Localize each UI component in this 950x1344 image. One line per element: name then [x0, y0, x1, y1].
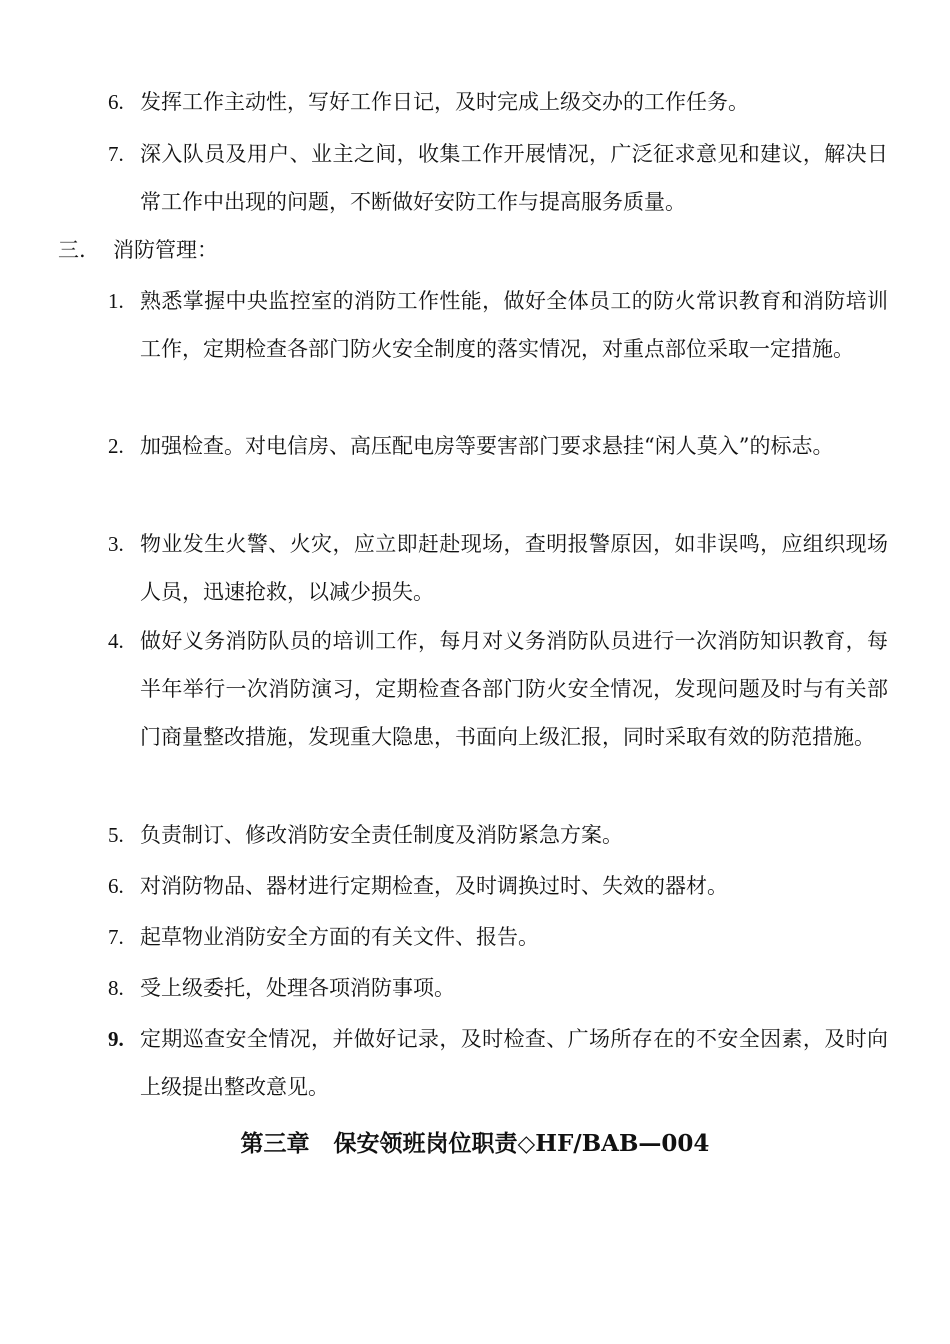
item-number: 6.	[108, 90, 124, 114]
item-text: 起草物业消防安全方面的有关文件、报告。	[140, 925, 539, 949]
item-text: 受上级委托，处理各项消防事项。	[140, 976, 455, 1000]
chapter-heading	[0, 1120, 950, 1168]
item-text: 负责制订、修改消防安全责任制度及消防紧急方案。	[140, 823, 623, 847]
list-item	[108, 130, 888, 226]
item-number: 8.	[108, 976, 124, 1000]
item-number: 1.	[108, 289, 124, 313]
section-title: 消防管理：	[113, 238, 218, 262]
item-text: 熟悉掌握中央监控室的消防工作性能，做好全体员工的防火常识教育和消防培训工作，定期检查各部门防火安全制度的落实情况，对重点部位采取一定措施。	[140, 289, 888, 361]
item-text: 发挥工作主动性，写好工作日记，及时完成上级交办的工作任务。	[140, 90, 749, 114]
chapter-number: 第三章	[240, 1130, 310, 1157]
item-text: 深入队员及用户、业主之间，收集工作开展情况，广泛征求意见和建议，解决日常工作中出现的问题，不断做好安防工作与提高服务质量。	[140, 142, 888, 214]
item-number: 7.	[108, 142, 124, 166]
item-number: 2.	[108, 434, 124, 458]
list-item	[108, 811, 888, 859]
list-item	[108, 964, 888, 1012]
item-number: 7.	[108, 925, 124, 949]
section-heading	[58, 226, 218, 274]
list-item	[108, 617, 888, 761]
item-number: 9.	[108, 1027, 124, 1051]
item-number: 5.	[108, 823, 124, 847]
chapter-title: 保安领班岗位职责◇HF/BAB—004	[333, 1130, 710, 1157]
item-text: 对消防物品、器材进行定期检查，及时调换过时、失效的器材。	[140, 874, 728, 898]
section-number: 三.	[58, 238, 86, 262]
item-text: 做好义务消防队员的培训工作，每月对义务消防队员进行一次消防知识教育，每半年举行一次消防演习，定期检查各部门防火安全情况，发现问题及时与有关部门商量整改措施，发现重大隐患，书面向上级汇报，同时采取有效的防范措施。	[140, 629, 888, 749]
item-text: 加强检查。对电信房、高压配电房等要害部门要求悬挂“闲人莫入”的标志。	[140, 434, 834, 458]
list-item	[108, 913, 888, 961]
item-number: 3.	[108, 532, 124, 556]
item-text: 定期巡查安全情况，并做好记录，及时检查、广场所存在的不安全因素，及时向上级提出整改意见。	[140, 1027, 888, 1099]
list-item	[108, 277, 888, 373]
item-text: 物业发生火警、火灾，应立即赶赴现场，查明报警原因，如非误鸣，应组织现场人员，迅速抢救，以减少损失。	[140, 532, 888, 604]
item-number: 4.	[108, 629, 124, 653]
list-item	[108, 520, 888, 616]
list-item	[108, 862, 888, 910]
item-number: 6.	[108, 874, 124, 898]
list-item	[108, 422, 888, 470]
list-item	[108, 1015, 888, 1111]
list-item	[108, 78, 888, 126]
